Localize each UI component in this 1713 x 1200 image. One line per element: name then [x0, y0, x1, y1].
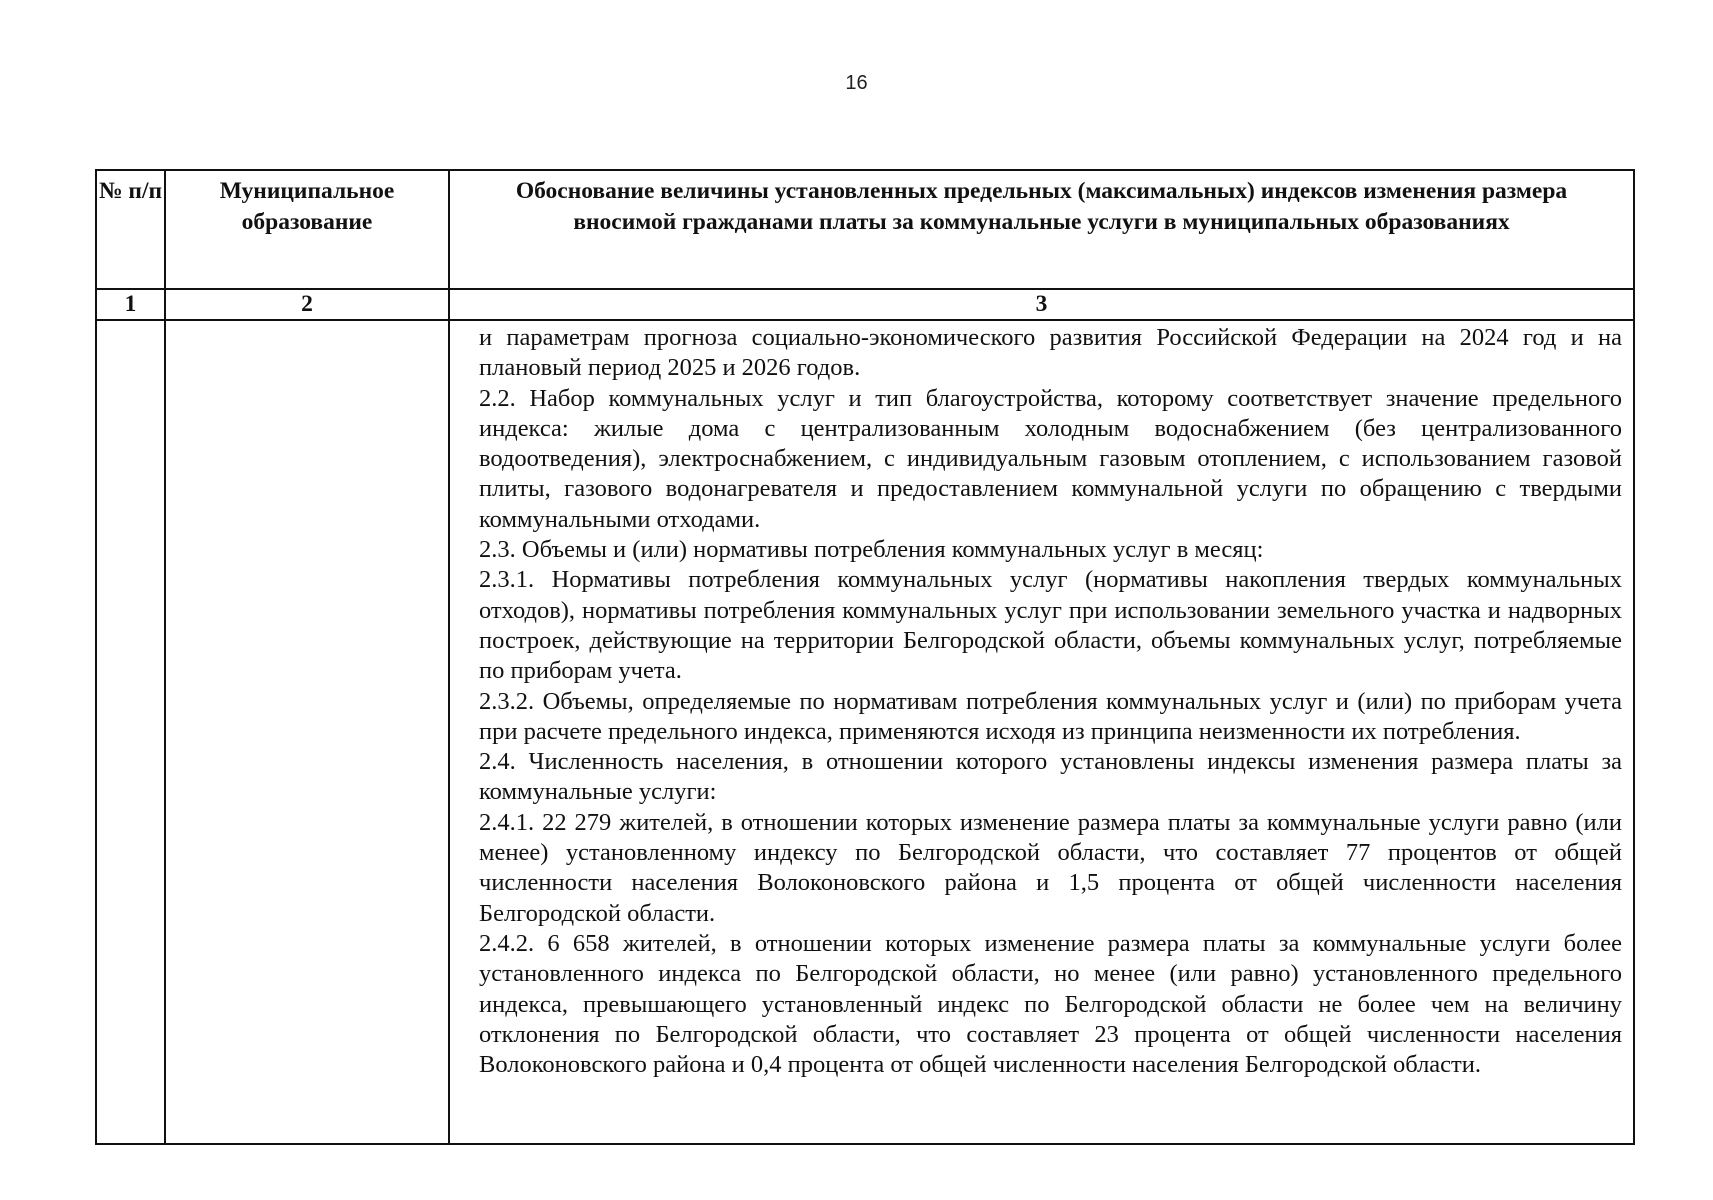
column-index-1: 1: [96, 289, 165, 320]
row-justification-cell: [449, 320, 1634, 1144]
row-number-cell: [96, 320, 165, 1144]
paragraph-2-4-1: 2.4.1. 22 279 жителей, в отношении которых изменение размера платы за коммунальные услуги равно (или менее) установленному индексу по Белгородской области, что составляет 77 процентов от общей численности населения Волоконовского района и 1,5 процента от общей численности населения Белгородской области.: [479, 808, 1622, 927]
column-index-row: [96, 289, 1634, 320]
paragraph-intro: и параметрам прогноза социально-экономического развития Российской Федерации на 2024 год и на плановый период 2025 и 2026 годов.: [479, 324, 1622, 382]
row-municipality-cell: [165, 320, 449, 1144]
header-number: № п/п: [96, 170, 165, 289]
paragraph-2-3-2: 2.3.2. Объемы, определяемые по нормативам потребления коммунальных услуг и (или) по приборам учета при расчете предельного индекса, применяются исходя из принципа неизменности их потребления.: [479, 687, 1622, 745]
paragraph-2-2: 2.2. Набор коммунальных услуг и тип благоустройства, которому соответствует значение предельного индекса: жилые дома с централизованным холодным водоснабжением (без централизованного водоотведения), электроснабжением, с индивидуальным газовым отоплением, с использованием газовой плиты, газового водонагревателя и предоставлением коммунальной услуги по обращению с твердыми коммунальными отходами.: [479, 384, 1622, 533]
paragraph-2-3: 2.3. Объемы и (или) нормативы потребления коммунальных услуг в месяц:: [479, 536, 1264, 564]
page-number: 16: [845, 72, 868, 94]
paragraph-2-4: 2.4. Численность населения, в отношении которого установлены индексы изменения размера платы за коммунальные услуги:: [479, 748, 1622, 806]
column-index-2: 2: [165, 289, 449, 320]
header-justification: Обоснование величины установленных предельных (максимальных) индексов изменения размера вносимой гражданами платы за коммунальные услуги в муниципальных образованиях: [449, 170, 1634, 289]
paragraph-2-4-2: 2.4.2. 6 658 жителей, в отношении которых изменение размера платы за коммунальные услуги более установленного индекса по Белгородской области, но менее (или равно) установленного предельного индекса, превышающего установленный индекс по Белгородской области не более чем на величину отклонения по Белгородской области, что составляет 23 процента от общей численности населения Волоконовского района и 0,4 процента от общей численности населения Белгородской области.: [479, 929, 1622, 1079]
table-row: [96, 320, 1634, 1144]
header-municipality: Муниципальное образование: [165, 170, 449, 289]
column-index-3: 3: [449, 289, 1634, 320]
justification-table: [95, 169, 1635, 1145]
table-header-row: [96, 170, 1634, 289]
paragraph-2-3-1: 2.3.1. Нормативы потребления коммунальных услуг (нормативы накопления твердых коммунальных отходов), нормативы потребления коммунальных услуг при использовании земельного участка и надворных построек, действующие на территории Белгородской области, объемы коммунальных услуг, потребляемые по приборам учета.: [479, 566, 1622, 685]
